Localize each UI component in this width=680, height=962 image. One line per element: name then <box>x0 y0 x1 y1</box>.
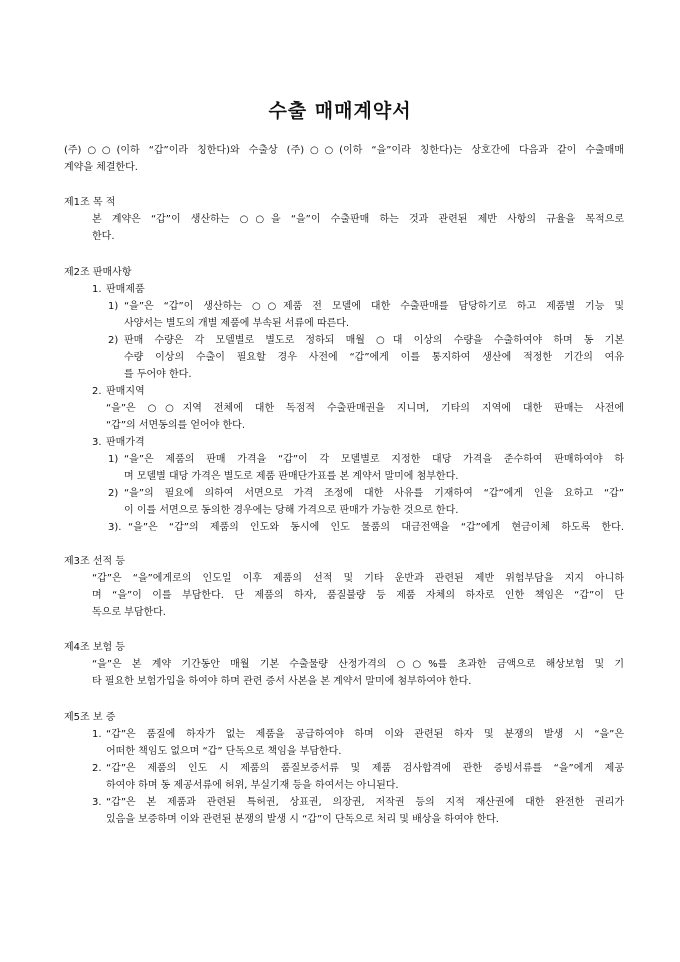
item-2-1-1-line-2: 사양서는 별도의 개별 제품에 부속된 서류에 따른다. <box>124 318 350 329</box>
section-2-3-label: 판매가격 <box>106 437 145 448</box>
item-5-1-line-2: 어떠한 책임도 없으며 “갑” 단독으로 책임을 부담한다. <box>106 746 342 757</box>
item-2-3-1-line-1: “을”은 제품의 판매 가격을 “갑”이 각 모델별로 지정한 대당 가격을 준수하여 판매하여야 하 <box>124 454 624 465</box>
section-2-2-line-2: “갑”의 서면동의를 얻어야 한다. <box>106 420 245 431</box>
article-1-line-1: 본 계약은 “갑”이 생산하는 ○○을 “을”이 수출판매 하는 것과 관련된 제반 사항의 규율을 목적으로 <box>92 214 624 225</box>
item-2-3-2-number: 2) <box>108 488 119 499</box>
section-2-1-number: 1. <box>92 284 102 295</box>
article-4-heading: 제4조 보험 등 <box>64 642 126 653</box>
article-5-heading: 제5조 보 증 <box>64 712 116 723</box>
section-2-3-number: 3. <box>92 437 102 448</box>
item-2-3-3-line-1: “을”은 “갑”의 제품의 인도와 동시에 인도 물품의 대금전액을 “갑”에게 현금이체 하도록 한다. <box>128 522 624 533</box>
article-3-line-1: “갑”은 “을”에게로의 인도일 이후 제품의 선적 및 기타 운반과 관련된 제반 위험부담을 지지 아니하 <box>92 573 624 584</box>
item-5-1-line-1: “갑”은 품질에 하자가 없는 제품을 공급하여야 하며 이와 관련된 하자 및 분쟁의 발생 시 “을”은 <box>106 729 624 740</box>
section-2-1-label: 판매제품 <box>106 284 145 295</box>
item-2-1-2-line-2: 수량 이상의 수출이 필요할 경우 사전에 “갑”에게 이를 통지하여 생산에 적정한 기간의 여유 <box>124 352 624 363</box>
section-2-2-number: 2. <box>92 386 102 397</box>
intro-line-2: 계약을 체결한다. <box>64 162 138 173</box>
item-2-1-2-line-3: 를 두어야 한다. <box>124 369 192 380</box>
item-2-3-2-line-2: 이 이를 서면으로 동의한 경우에는 당해 가격으로 판매가 가능한 것으로 한다. <box>124 505 459 516</box>
item-2-3-1-number: 1) <box>108 454 119 465</box>
item-2-3-3-number: 3). <box>108 522 122 533</box>
article-3-line-3: 독으로 부담한다. <box>92 607 166 618</box>
section-2-2-line-1: “을”은 ○○지역 전체에 대한 독점적 수출판매권을 지니며, 기타의 지역에 대한 판매는 사전에 <box>106 403 624 414</box>
intro-line-1: (주)○○(이하 “갑”이라 칭한다)와 수출상 (주)○○(이하 “을”이라 칭한다)는 상호간에 다음과 같이 수출매매 <box>64 145 624 156</box>
article-1-line-2: 한다. <box>92 231 115 242</box>
article-4-line-1: “을”은 본 계약 기간동안 매월 기본 수출물량 산정가격의 ○○%를 초과한 금액으로 해상보험 및 기 <box>92 659 624 670</box>
article-3-line-2: 며 “을”이 이를 부담한다. 단 제품의 하자, 품질불량 등 제품 자체의 하자로 인한 책임은 “갑”이 단 <box>92 590 624 601</box>
article-3-heading: 제3조 선적 등 <box>64 556 126 567</box>
item-5-3-line-2: 있음을 보증하며 이와 관련된 분쟁의 발생 시 “갑”이 단독으로 처리 및 배상을 하여야 한다. <box>106 814 499 825</box>
item-2-1-1-number: 1) <box>108 301 119 312</box>
item-5-3-line-1: “갑”은 본 제품과 관련된 특허권, 상표권, 의장권, 저작권 등의 지적 재산권에 대한 완전한 권리가 <box>106 797 624 808</box>
item-5-2-number: 2. <box>92 763 102 774</box>
item-5-2-line-2: 하여야 하며 동 제공서류에 허위, 부실기재 등을 하여서는 아니된다. <box>106 780 399 791</box>
item-2-1-2-line-1: 판매 수량은 각 모델별로 별도로 정하되 매월 ○대 이상의 수량을 수출하여야 하며 동 기본 <box>124 335 624 346</box>
item-5-1-number: 1. <box>92 729 102 740</box>
document-title: 수출 매매계약서 <box>268 100 412 122</box>
section-2-2-label: 판매지역 <box>106 386 145 397</box>
article-1-heading: 제1조 목 적 <box>64 197 116 208</box>
item-2-1-2-number: 2) <box>108 335 119 346</box>
item-2-1-1-line-1: “을”은 “갑”이 생산하는 ○○제품 전 모델에 대한 수출판매를 담당하기로 하고 제품별 기능 및 <box>124 301 624 312</box>
item-2-3-2-line-1: “을”의 필요에 의하여 서면으로 가격 조정에 대한 사유를 기재하여 “갑”에게 인을 요하고 “갑” <box>124 488 624 499</box>
item-5-2-line-1: “갑”은 제품의 인도 시 제품의 품질보증서류 및 제품 검사합격에 관한 증빙서류를 “을”에게 제공 <box>106 763 624 774</box>
item-5-3-number: 3. <box>92 797 102 808</box>
article-2-heading: 제2조 판매사항 <box>64 267 132 278</box>
item-2-3-1-line-2: 며 모델별 대당 가격은 별도로 제품 판매단가표를 본 계약서 말미에 첨부한다. <box>124 471 459 482</box>
article-4-line-2: 타 필요한 보험가입을 하여야 하며 관련 증서 사본을 본 계약서 말미에 첨부하여야 한다. <box>92 676 472 687</box>
